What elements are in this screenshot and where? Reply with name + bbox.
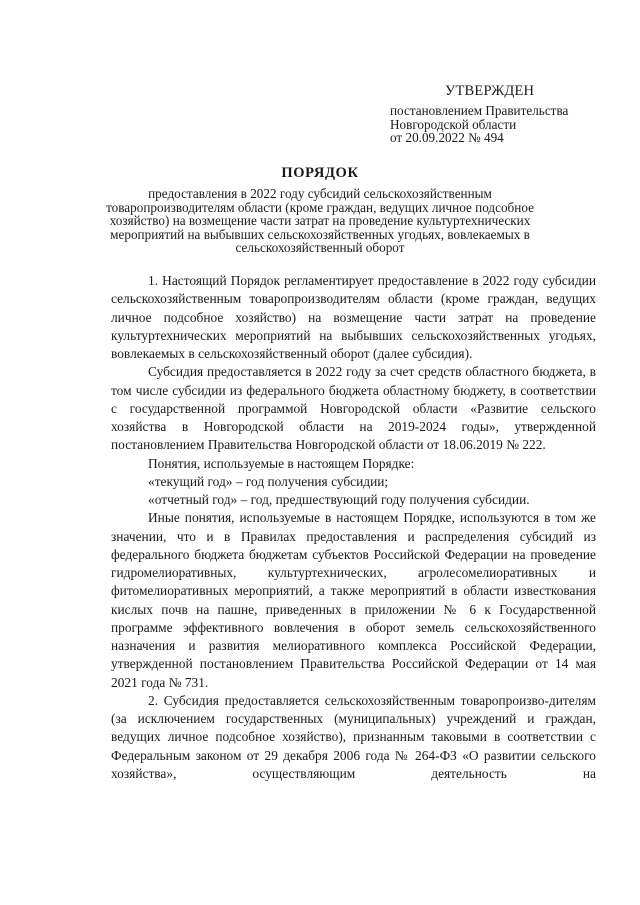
approval-details — [390, 104, 630, 145]
approval-line: постановлением Правительства — [390, 103, 569, 118]
approved-heading: УТВЕРЖДЕН — [445, 83, 535, 99]
paragraph: Понятия, используемые в настоящем Порядке: — [148, 455, 415, 471]
subtitle-line: предоставления в 2022 году субсидий сельскохозяйственным — [148, 186, 492, 201]
document-body — [111, 272, 596, 783]
approval-line: Новгородской области — [390, 116, 517, 132]
document-title: ПОРЯДОК — [281, 165, 359, 181]
subtitle-line: мероприятий на выбывших сельскохозяйственных угодьях, вовлекаемых в — [110, 226, 530, 242]
paragraph: 1. Настоящий Порядок регламентирует предоставление в 2022 году субсидии сельскохозяйственным товаропроизводителям области (кроме граждан, ведущих личное подсобное хозяйство) на возмещение части затрат на проведение культуртехнических мероприятий на выбывших сельскохозяйственных угодьях, вовлекаемых в сельскохозяйственный оборот (далее субсидия). — [111, 273, 596, 361]
document-subtitle — [90, 187, 550, 255]
paragraph: «текущий год» – год получения субсидии; — [148, 473, 389, 489]
paragraph: 2. Субсидия предоставляется сельскохозяйственным товаропроизво-дителям (за исключением государственных (муниципальных) учреждений и граждан, ведущих личное подсобное хозяйство), признанным таковыми в соответствии с Федеральным законом от 29 декабря 2006 года № 264-ФЗ «О развитии сельского хозяйства», осуществляющим деятельность на — [111, 692, 596, 781]
subtitle-line: хозяйство) на возмещение части затрат на проведение культуртехнических — [109, 213, 531, 228]
subtitle-line: сельскохозяйственный оборот — [235, 240, 405, 255]
paragraph: Субсидия предоставляется в 2022 году за счет средств областного бюджета, в том числе субсидии из федерального бюджета областному бюджету, в соответствии с государственной программой Новгородской области «Развитие сельского хозяйства в Новгородской области на 2019-2024 годы», утвержденной постановлением Правительства Новгородской области от 18.06.2019 № 222. — [111, 364, 596, 453]
approval-line: от 20.09.2022 № 494 — [390, 130, 504, 145]
approval-stamp-block — [390, 83, 630, 145]
paragraph: Иные понятия, используемые в настоящем Порядке, используются в том же значении, что и в Правилах предоставления и распределения субсидий из федерального бюджета бюджетам субъектов Российской Федерации на проведение гидромелиоративных, культуртехнических, агролесомелиоративных и фитомелиоративных мероприятий, а также мероприятий в области известкования кислых почв на пашне, приведенных в приложении № 6 к Государственной программе эффективного вовлечения в оборот земель сельскохозяйственного назначения и развития мелиоративного комплекса Российской Федерации, утвержденной постановлением Правительства Российской Федерации от 14 мая 2021 года № 731. — [111, 510, 596, 690]
paragraph: «отчетный год» – год, предшествующий году получения субсидии. — [148, 492, 530, 507]
subtitle-line: товаропроизводителям области (кроме граждан, ведущих личное подсобное — [106, 199, 534, 215]
